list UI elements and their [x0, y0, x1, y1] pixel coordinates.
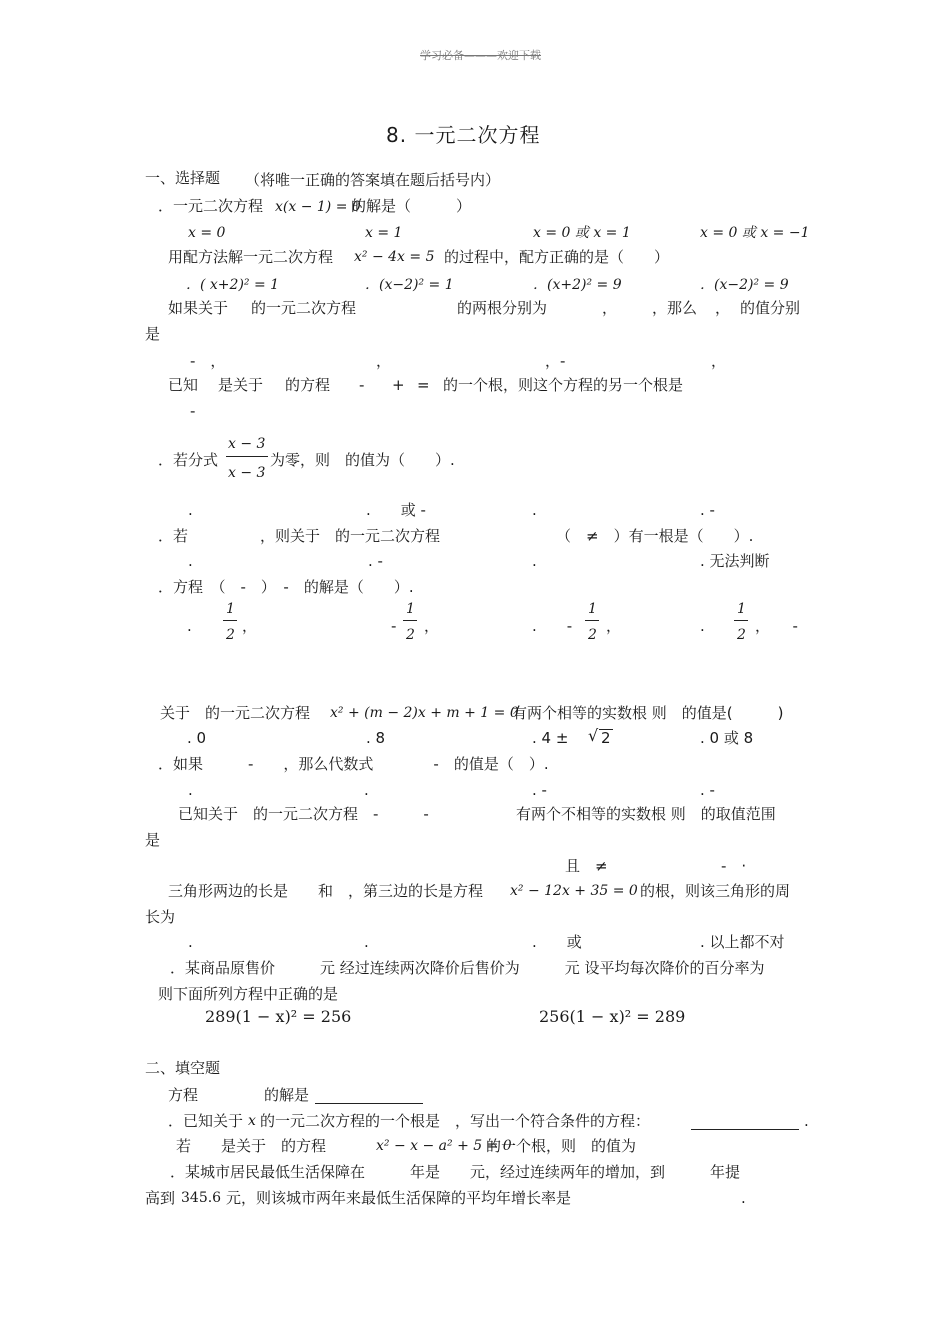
q8-tail: 有两个相等的实数根 则 的值是( ) — [512, 704, 784, 722]
q8-option-b: . 8 — [366, 729, 386, 747]
q3-stem-1: 如果关于 — [168, 299, 229, 317]
q7-option-d-prefix: . — [700, 617, 705, 635]
q4-stem-3: 的方程 — [285, 376, 331, 394]
q8-option-c-radicand: 2 — [601, 729, 611, 747]
q4-stem-6: = — [417, 376, 430, 394]
q6-option-c: . — [532, 552, 537, 570]
q2-stem: 用配方法解一元二次方程 — [168, 248, 334, 266]
q3-option-a: - ， — [190, 352, 226, 370]
section-heading-choice: 一、选择题 — [145, 169, 221, 187]
f4-stem-1: ．某城市居民最低生活保障在 年是 元，经过连续两年的增加，到 年提 — [170, 1163, 741, 1181]
q7-option-b-suffix: ， — [424, 617, 440, 635]
q1-option-b: x = 1 — [365, 225, 403, 241]
q8-option-d: . 0 或 8 — [700, 729, 754, 747]
sqrt-icon: √ — [588, 726, 599, 745]
q3-stem-6: ， — [715, 299, 731, 317]
q11-option-a: . — [188, 933, 193, 951]
q3-stem-3: 的两根分别为 — [457, 299, 548, 317]
f2-stem-2: 的一元二次方程的一个根是 ，写出一个符合条件的方程： — [260, 1112, 651, 1130]
q2-equation: x² − 4x = 5 — [354, 249, 435, 265]
q5-stem: ．若分式 — [158, 451, 219, 469]
q3-stem-8: 是 — [145, 325, 161, 343]
q10-stem-3: 是 — [145, 831, 161, 849]
f3-stem-2: 的一个根，则 的值为 — [486, 1137, 637, 1155]
q5-option-c: . — [532, 501, 537, 519]
q4-option-a: - — [190, 402, 196, 420]
section-instruction: （将唯一正确的答案填在题后括号内） — [245, 171, 501, 189]
q11-equation: x² − 12x + 35 = 0 — [510, 883, 638, 899]
q7-option-a-suffix: ， — [242, 617, 258, 635]
q10-stem-1: 已知关于 的一元二次方程 - - — [178, 805, 429, 823]
q12-stem-2: 则下面所列方程中正确的是 — [158, 985, 339, 1003]
page-header: 学习必备———欢迎下载 — [420, 49, 541, 62]
q7-option-d-denominator: 2 — [737, 627, 746, 643]
q9-option-c: . - — [532, 781, 547, 799]
q10-option-d: - · — [721, 857, 747, 875]
q6-option-b: . - — [368, 552, 383, 570]
q10-stem-2: 有两个不相等的实数根 则 的取值范围 — [516, 805, 776, 823]
q1-equation: x(x − 1) = 0 — [275, 199, 361, 215]
q7-option-b-denominator: 2 — [406, 627, 415, 643]
q11-option-b: . — [364, 933, 369, 951]
f2-stem-1: ．已知关于 — [168, 1112, 244, 1130]
f2-answer-blank[interactable] — [691, 1115, 799, 1130]
q8-equation: x² + (m − 2)x + m + 1 = 0 — [330, 705, 519, 721]
f4-stem-3: 元，则该城市两年来最低生活保障的平均年增长率是 — [226, 1189, 572, 1207]
q8-option-a: . 0 — [187, 729, 207, 747]
q6-option-a: . — [188, 552, 193, 570]
q1-stem: ．一元二次方程 — [158, 197, 264, 215]
q9-option-d: . - — [700, 781, 715, 799]
q6-option-d: . 无法判断 — [700, 552, 770, 570]
q7-option-c-denominator: 2 — [588, 627, 597, 643]
q2-option-c: ．(x+2)² = 9 — [533, 277, 622, 293]
q7-option-b-numerator: 1 — [406, 601, 415, 617]
q2-option-b: ．(x−2)² = 1 — [365, 277, 454, 293]
section-heading-fill: 二、填空题 — [145, 1059, 221, 1077]
q1-option-a: x = 0 — [188, 225, 226, 241]
q4-stem-2: 是关于 — [218, 376, 264, 394]
q3-stem-2: 的一元二次方程 — [251, 299, 357, 317]
q5-fraction-numerator: x − 3 — [228, 436, 266, 452]
q12-option-b: 256(1 − x)² = 289 — [539, 1007, 686, 1026]
q5-option-a: . — [188, 501, 193, 519]
q7-option-a-numerator: 1 — [226, 601, 235, 617]
q3-option-d: ， — [711, 352, 727, 370]
q4-stem-5: + — [392, 376, 405, 394]
q7-option-c-numerator: 1 — [588, 601, 597, 617]
q7-option-d-numerator: 1 — [737, 601, 746, 617]
q11-stem-2: 的根，则该三角形的周 — [640, 882, 791, 900]
q11-stem-3: 长为 — [145, 908, 176, 926]
q7-option-c-prefix: . - — [532, 617, 573, 635]
q7-option-c-suffix: ， — [606, 617, 622, 635]
q5-option-b: . 或 - — [366, 501, 426, 519]
q2-tail: 的过程中，配方正确的是（ ） — [444, 248, 670, 266]
q11-stem-1: 三角形两边的长是 和 ，第三边的长是方程 — [168, 882, 484, 900]
q7-option-c-fraction-bar — [585, 620, 599, 621]
q2-option-d: ．(x−2)² = 9 — [700, 277, 789, 293]
q1-option-d: x = 0 或 x = −1 — [700, 225, 810, 241]
q10-option-c: 且 ≠ — [565, 857, 608, 875]
q5-option-d: . - — [700, 501, 715, 519]
q7-option-d-suffix: ， - — [755, 617, 798, 635]
q3-option-c: ，- — [545, 352, 566, 370]
q8-stem: 关于 的一元二次方程 — [160, 704, 311, 722]
q8-option-c: . 4 ± — [532, 729, 569, 747]
q3-stem-7: 的值分别 — [740, 299, 801, 317]
q7-option-a-fraction-bar — [223, 620, 237, 621]
f3-equation: x² − x − a² + 5 = 0 — [376, 1138, 512, 1154]
f4-end: . — [741, 1189, 746, 1207]
q11-option-d: . 以上都不对 — [700, 933, 785, 951]
q2-option-a: ．( x+2)² = 1 — [186, 277, 280, 293]
q5-tail: 为零，则 的值为（ ）. — [270, 451, 455, 469]
q3-option-b: ， — [376, 352, 392, 370]
q5-fraction-bar — [226, 456, 268, 457]
q9-option-b: . — [364, 781, 369, 799]
q4-stem-4: - — [359, 376, 365, 394]
q1-tail: 的解是（ ） — [351, 197, 472, 215]
f3-stem-1: 若 是关于 的方程 — [176, 1137, 327, 1155]
page-title: 8. 一元二次方程 — [386, 123, 541, 147]
q4-stem-7: 的一个根，则这个方程的另一个根是 — [443, 376, 684, 394]
f1-stem-2: 的解是 — [264, 1086, 310, 1104]
q6-stem-3: （ ≠ ）有一根是（ ）. — [556, 527, 754, 545]
f1-answer-blank[interactable] — [315, 1089, 423, 1104]
f4-stem-2: 高到 — [145, 1189, 176, 1207]
q1-option-c: x = 0 或 x = 1 — [533, 225, 631, 241]
q7-option-a-prefix: . — [187, 617, 192, 635]
q7-option-d-fraction-bar — [734, 620, 748, 621]
q9-stem: ．如果 - ，那么代数式 - 的值是（ ）. — [158, 755, 549, 773]
q12-option-a: 289(1 − x)² = 256 — [205, 1007, 352, 1026]
q9-option-a: . — [188, 781, 193, 799]
f2-end: . — [804, 1112, 809, 1130]
q5-fraction-denominator: x − 3 — [228, 465, 266, 481]
f4-number: 345.6 — [181, 1190, 222, 1206]
q12-stem-1: ．某商品原售价 元 经过连续两次降价后售价为 元 设平均每次降价的百分率为 — [170, 959, 765, 977]
q3-stem-4: ， — [602, 299, 618, 317]
q3-stem-5: ，那么 — [652, 299, 698, 317]
q6-stem-2: ，则关于 的一元二次方程 — [260, 527, 441, 545]
q11-option-c: . 或 — [532, 933, 582, 951]
f1-stem-1: 方程 — [168, 1086, 199, 1104]
q7-stem: ．方程 （ - ） - 的解是（ ）. — [158, 578, 414, 596]
q6-stem-1: ．若 — [158, 527, 189, 545]
q4-stem-1: 已知 — [168, 376, 199, 394]
q7-option-b-prefix: - — [391, 617, 397, 635]
q7-option-b-fraction-bar — [403, 620, 417, 621]
f2-variable: x — [248, 1113, 256, 1129]
q7-option-a-denominator: 2 — [226, 627, 235, 643]
